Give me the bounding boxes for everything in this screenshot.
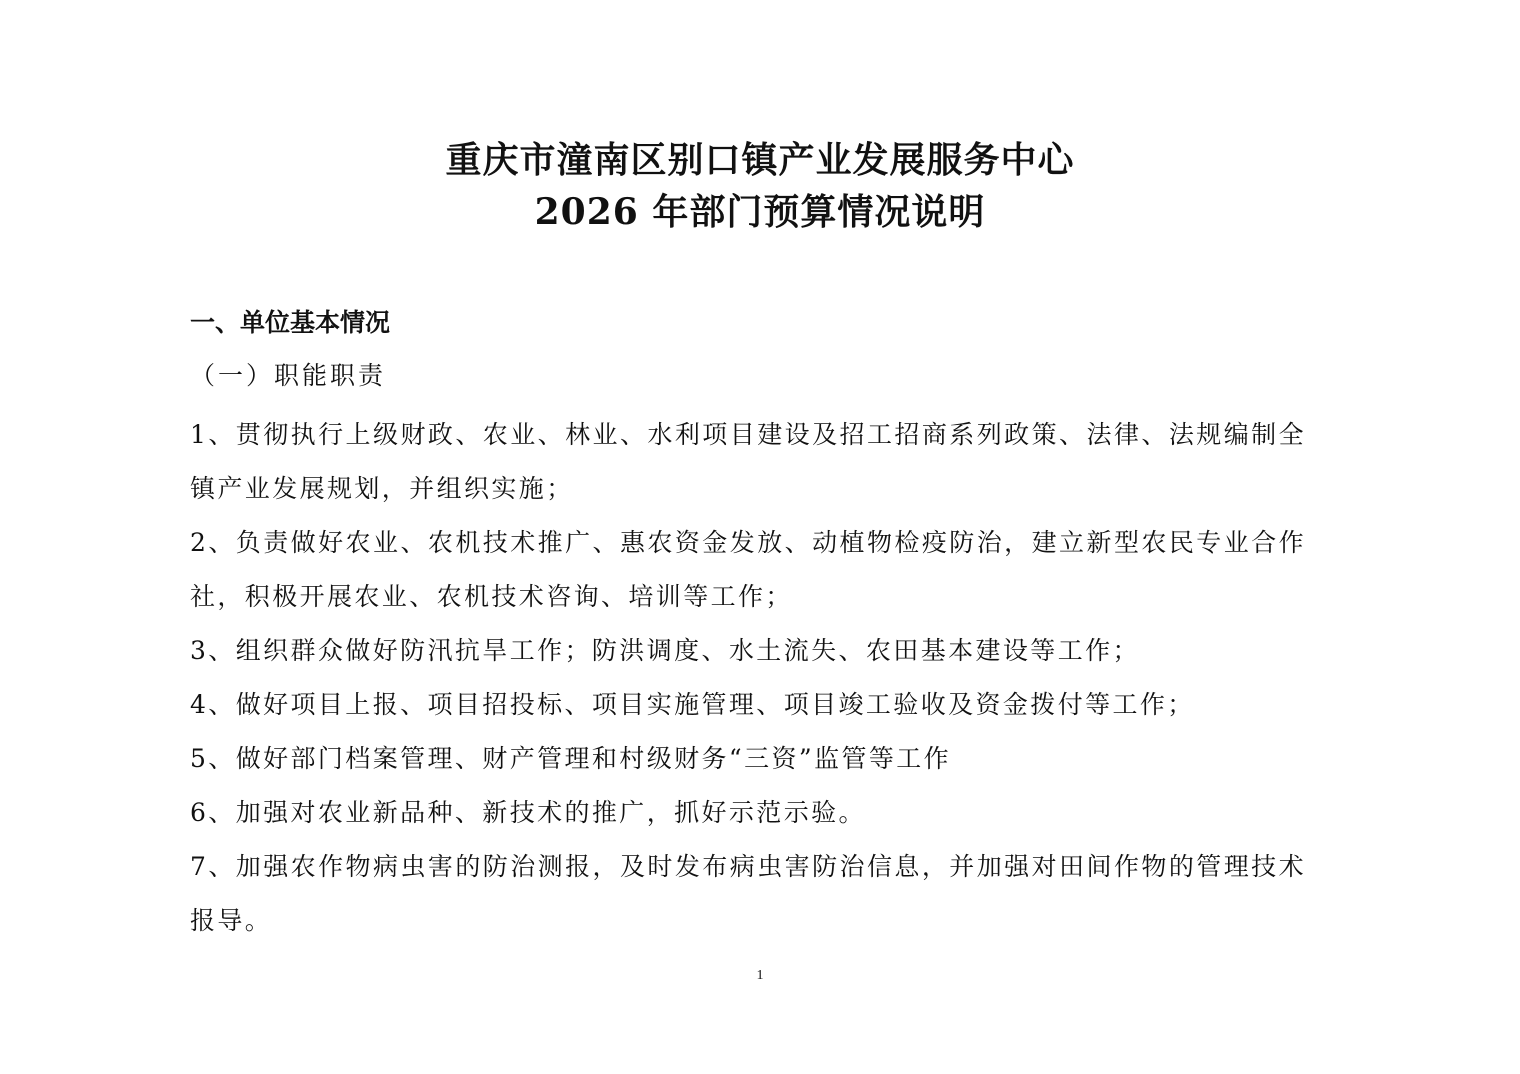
duty-item-2: 2、负责做好农业、农机技术推广、惠农资金发放、动植物检疫防治，建立新型农民专业合作社，积极开展农业、农机技术咨询、培训等工作； xyxy=(190,528,1306,611)
page-number: 1 xyxy=(756,968,764,983)
duty-item-1: 1、贯彻执行上级财政、农业、林业、水利项目建设及招工招商系列政策、法律、法规编制全镇产业发展规划，并组织实施； xyxy=(190,420,1306,503)
duty-item-7: 7、加强农作物病虫害的防治测报，及时发布病虫害防治信息，并加强对田间作物的管理技术报导。 xyxy=(190,852,1306,935)
duties-list xyxy=(190,408,1306,948)
sub-heading: （一）职能职责 xyxy=(190,361,387,390)
document-title xyxy=(0,134,1520,238)
title-line-1: 重庆市潼南区别口镇产业发展服务中心 xyxy=(445,139,1075,181)
duty-item-5: 5、做好部门档案管理、财产管理和村级财务“三资”监管等工作 xyxy=(190,744,952,773)
duty-item-4: 4、做好项目上报、项目招投标、项目实施管理、项目竣工验收及资金拨付等工作； xyxy=(190,690,1195,719)
section-heading: 一、单位基本情况 xyxy=(190,308,391,337)
title-line-2: 2026 年部门预算情况说明 xyxy=(534,191,986,233)
duty-item-6: 6、加强对农业新品种、新技术的推广，抓好示范示验。 xyxy=(190,798,866,827)
duty-item-3: 3、组织群众做好防汛抗旱工作；防洪调度、水土流失、农田基本建设等工作； xyxy=(190,636,1140,665)
